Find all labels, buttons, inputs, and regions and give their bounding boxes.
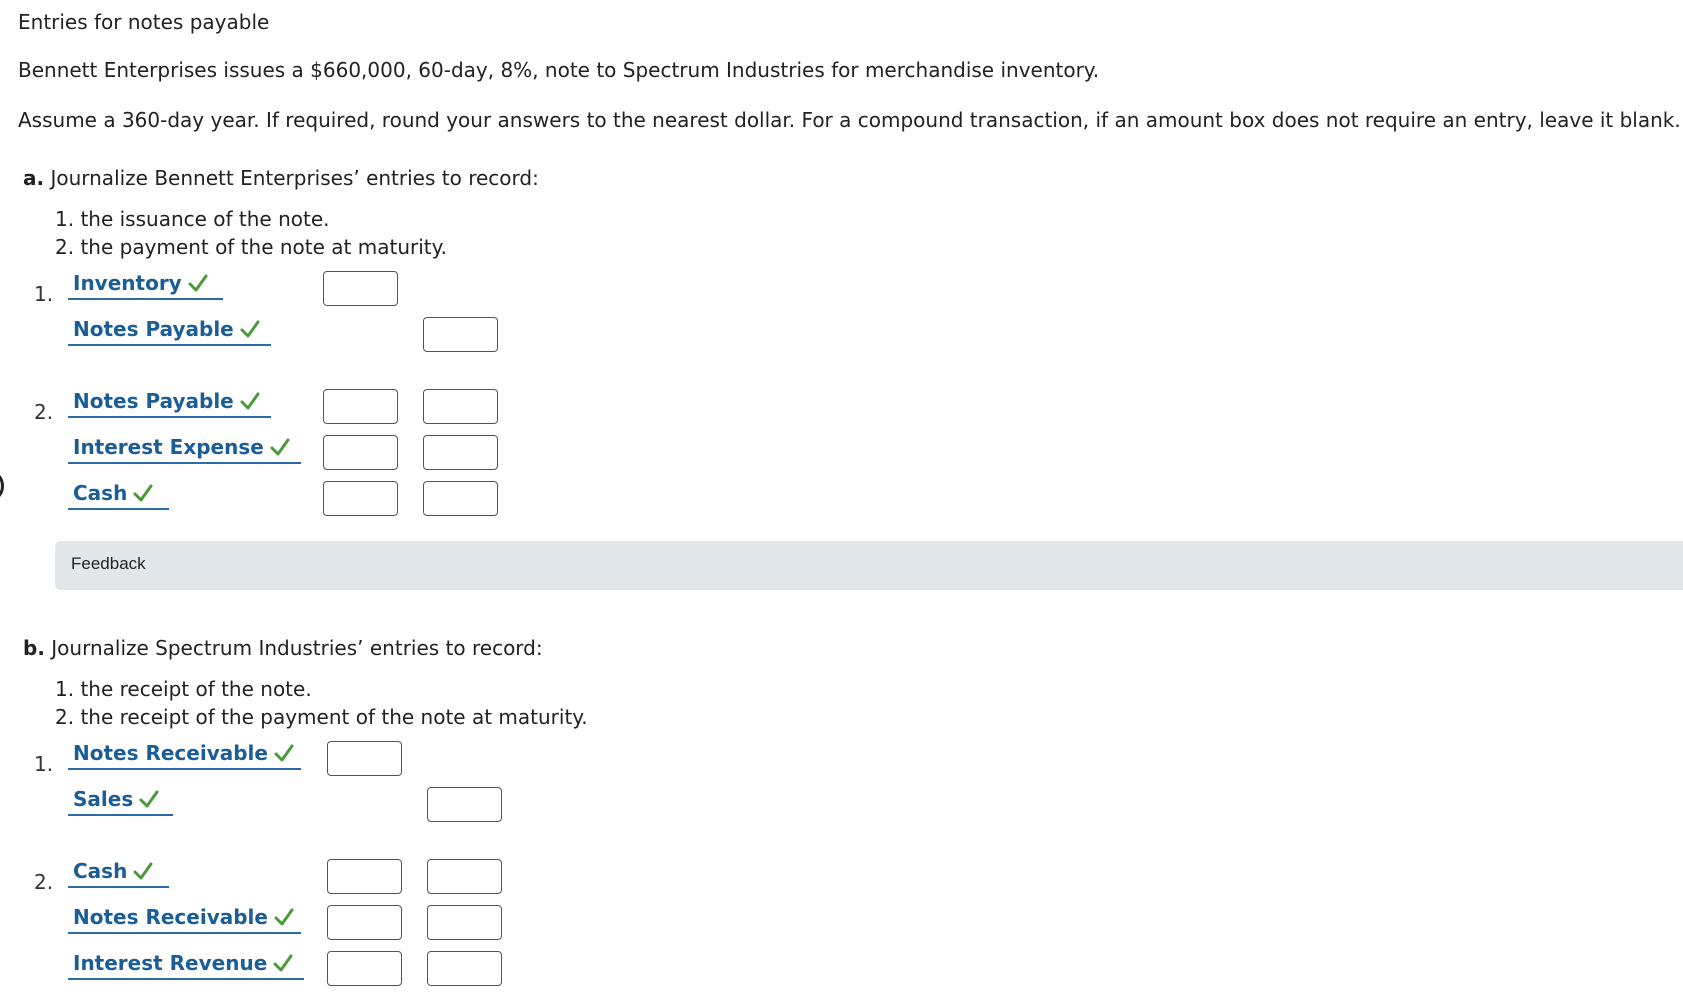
check-icon: [240, 319, 260, 339]
account-label: Notes Receivable: [73, 741, 268, 765]
credit-input[interactable]: [423, 317, 498, 352]
problem-text: Bennett Enterprises issues a $660,000, 60-day, 8%, note to Spectrum Industries for merchandise inventory.: [18, 58, 1100, 82]
check-icon: [133, 861, 153, 881]
entry-number: 2.: [34, 400, 54, 424]
account-select[interactable]: [68, 314, 271, 346]
part-a-item-1: 1. the issuance of the note.: [55, 207, 330, 231]
account-select[interactable]: [68, 856, 169, 888]
credit-input[interactable]: [423, 435, 498, 470]
debit-input[interactable]: [327, 741, 402, 776]
credit-input[interactable]: [423, 481, 498, 516]
account-label: Interest Expense: [73, 435, 264, 459]
part-b-prompt-text: Journalize Spectrum Industries’ entries to record:: [51, 636, 543, 660]
check-icon: [240, 391, 260, 411]
account-select[interactable]: [68, 948, 304, 980]
credit-input[interactable]: [427, 787, 502, 822]
part-b-label: b.: [23, 636, 45, 660]
debit-input[interactable]: [327, 905, 402, 940]
part-a-prompt: [23, 166, 539, 190]
account-select[interactable]: [68, 902, 301, 934]
account-select[interactable]: [68, 784, 173, 816]
entry-number: 1.: [34, 282, 54, 306]
check-icon: [273, 953, 293, 973]
feedback-label: Feedback: [71, 554, 146, 573]
part-b-prompt: [23, 636, 543, 660]
part-b-item-1: 1. the receipt of the note.: [55, 677, 312, 701]
account-label: Cash: [73, 859, 128, 883]
check-icon: [133, 483, 153, 503]
credit-input[interactable]: [427, 951, 502, 986]
debit-input[interactable]: [323, 481, 398, 516]
account-label: Notes Payable: [73, 389, 234, 413]
check-icon: [274, 907, 294, 927]
account-label: Cash: [73, 481, 128, 505]
check-icon: [270, 437, 290, 457]
instructions-text: Assume a 360-day year. If required, round your answers to the nearest dollar. For a compound transaction, if an amount box does not require an entry, leave it blank.: [18, 108, 1681, 132]
part-b-item-2: 2. the receipt of the payment of the note at maturity.: [55, 705, 588, 729]
page-title: Entries for notes payable: [18, 10, 270, 34]
debit-input[interactable]: [327, 951, 402, 986]
check-icon: [188, 273, 208, 293]
debit-input[interactable]: [323, 435, 398, 470]
edge-circle-icon: [0, 469, 4, 503]
debit-input[interactable]: [323, 389, 398, 424]
entry-number: 2.: [34, 870, 54, 894]
debit-input[interactable]: [323, 271, 398, 306]
account-select[interactable]: [68, 268, 223, 300]
account-label: Notes Payable: [73, 317, 234, 341]
account-label: Interest Revenue: [73, 951, 268, 975]
credit-input[interactable]: [427, 859, 502, 894]
check-icon: [139, 789, 159, 809]
entry-number: 1.: [34, 752, 54, 776]
feedback-panel: [55, 541, 1683, 590]
part-a-label: a.: [23, 166, 45, 190]
account-label: Sales: [73, 787, 134, 811]
part-a-item-2: 2. the payment of the note at maturity.: [55, 235, 447, 259]
debit-input[interactable]: [327, 859, 402, 894]
credit-input[interactable]: [423, 389, 498, 424]
account-select[interactable]: [68, 432, 301, 464]
check-icon: [274, 743, 294, 763]
part-a-prompt-text: Journalize Bennett Enterprises’ entries to record:: [50, 166, 539, 190]
account-select[interactable]: [68, 738, 301, 770]
account-select[interactable]: [68, 386, 271, 418]
account-label: Inventory: [73, 271, 182, 295]
account-label: Notes Receivable: [73, 905, 268, 929]
account-select[interactable]: [68, 478, 169, 510]
credit-input[interactable]: [427, 905, 502, 940]
